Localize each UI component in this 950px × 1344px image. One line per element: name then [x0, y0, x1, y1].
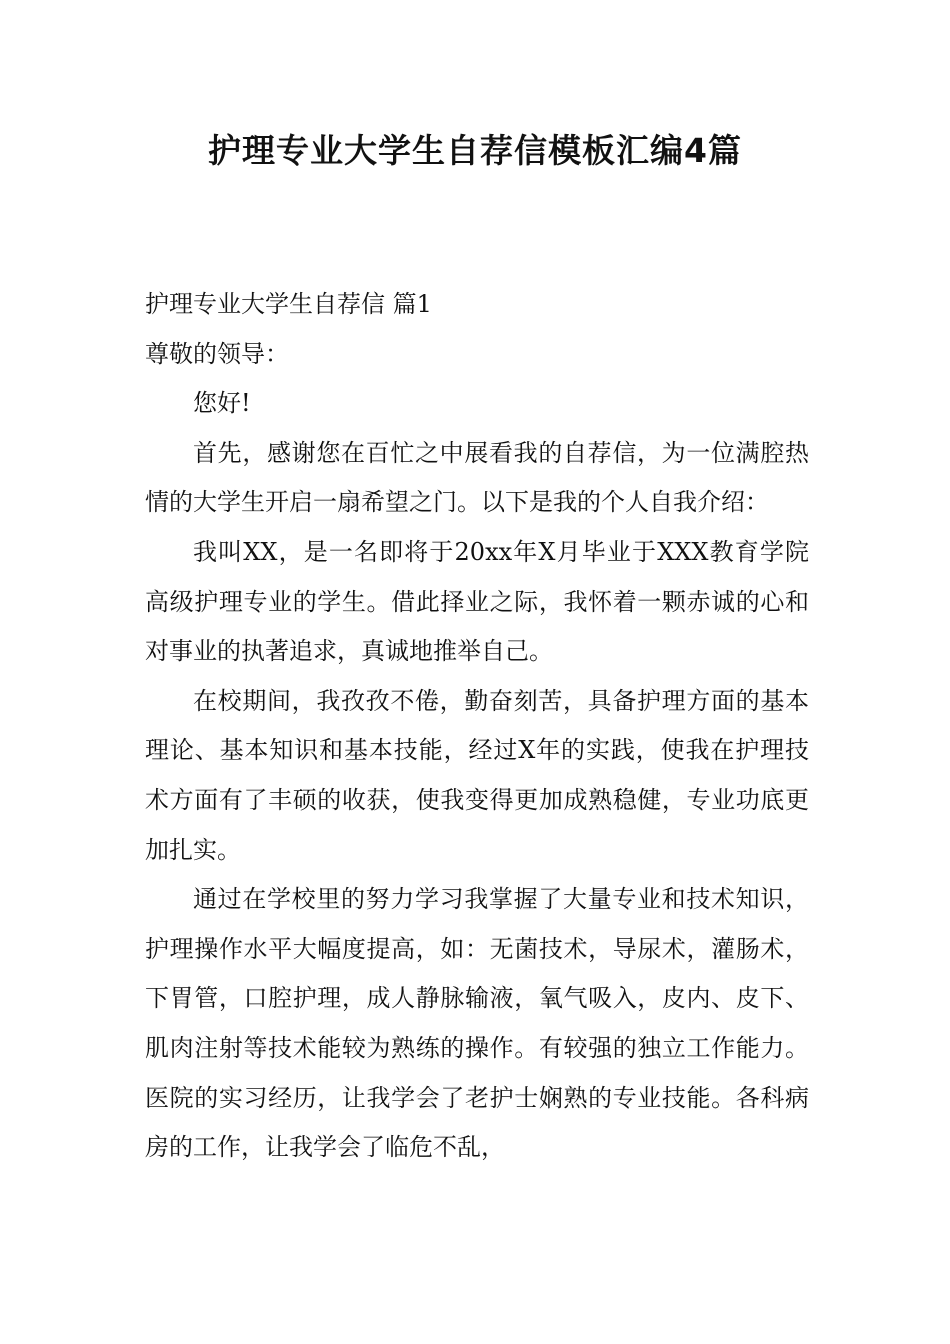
document-body: [145, 280, 809, 1173]
paragraph-study: 在校期间，我孜孜不倦，勤奋刻苦，具备护理方面的基本理论、基本知识和基本技能，经过X年的实践，使我在护理技术方面有了丰硕的收获，使我变得更加成熟稳健，专业功底更加扎实。: [145, 686, 809, 864]
section-heading: 护理专业大学生自荐信 篇1: [145, 290, 432, 318]
paragraph-skills: 通过在学校里的努力学习我掌握了大量专业和技术知识，护理操作水平大幅度提高，如：无菌技术，导尿术，灌肠术，下胃管，口腔护理，成人静脉输液，氧气吸入，皮内、皮下、肌肉注射等技术能较为熟练的操作。有较强的独立工作能力。医院的实习经历，让我学会了老护士娴熟的专业技能。各科病房的工作，让我学会了临危不乱，: [145, 885, 809, 1162]
paragraph-identity: 我叫XX，是一名即将于20xx年X月毕业于XXX教育学院高级护理专业的学生。借此择业之际，我怀着一颗赤诚的心和对事业的执著追求，真诚地推举自己。: [145, 537, 809, 666]
salutation: 尊敬的领导：: [145, 339, 289, 368]
greeting: 您好!: [193, 389, 251, 418]
paragraph-intro: 首先，感谢您在百忙之中展看我的自荐信，为一位满腔热情的大学生开启一扇希望之门。以下是我的个人自我介绍：: [145, 438, 809, 517]
document-title: 护理专业大学生自荐信模板汇编4篇: [208, 131, 742, 170]
